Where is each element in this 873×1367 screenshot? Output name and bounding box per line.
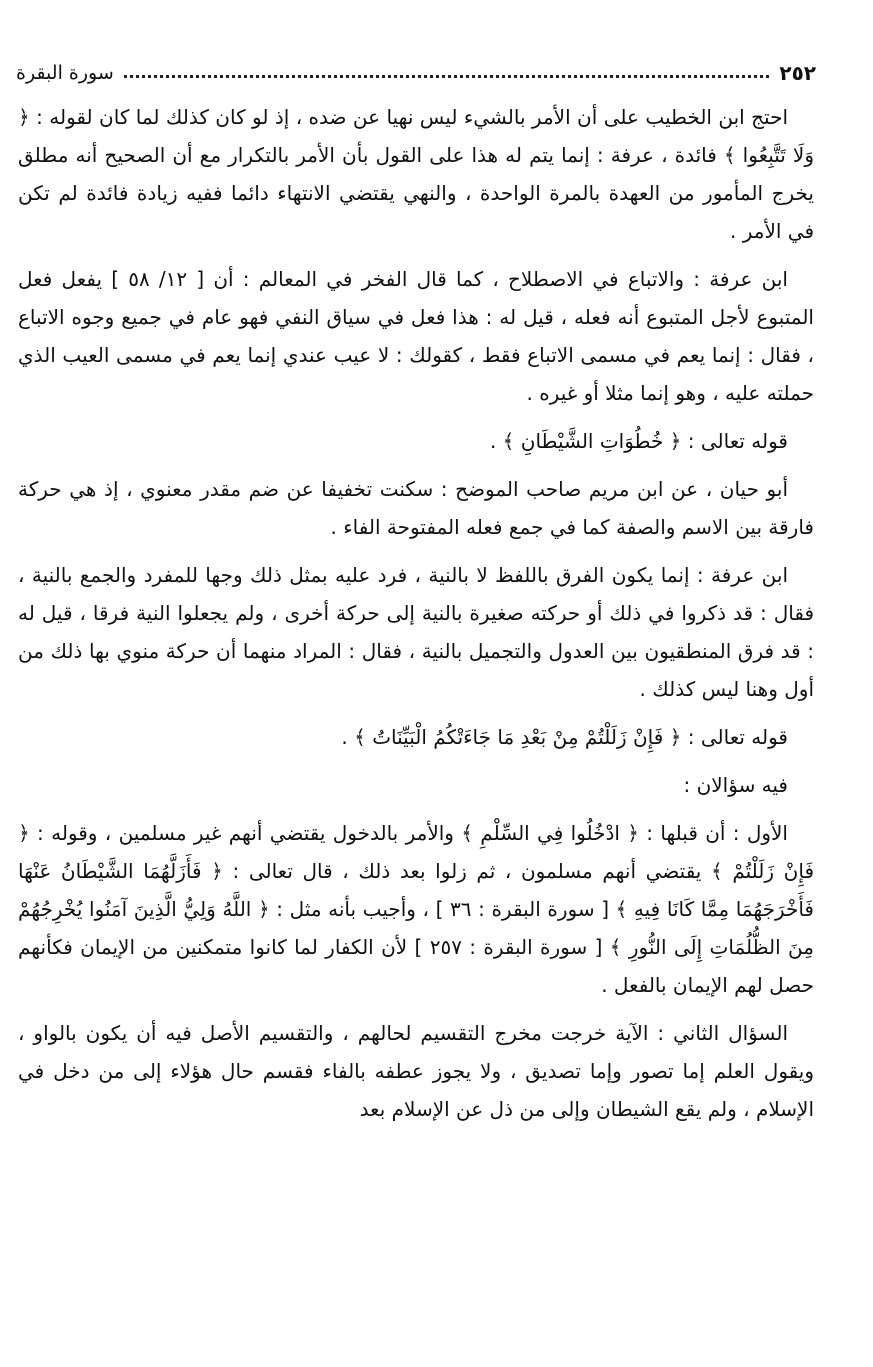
running-title: سورة البقرة	[16, 62, 114, 84]
paragraph-first-question: الأول : أن قبلها : ﴿ ادْخُلُوا فِي السِّلْمِ ﴾ والأمر بالدخول يقتضي أنهم غير مسلمين ، وقوله : ﴿ فَإِنْ زَلَلْتُمْ ﴾ يقتضي أنهم مسلمون ، ثم زلوا بعد ذلك ، قال تعالى : ﴿ فَأَزَلَّهُمَا الشَّيْطَانُ عَنْهَا فَأَخْرَجَهُمَا مِمَّا كَانَا فِيهِ ﴾ [ سورة البقرة : ٣٦ ] ، وأجيب بأنه مثل : ﴿ اللَّهُ وَلِيُّ الَّذِينَ آمَنُوا يُخْرِجُهُمْ مِنَ الظُّلُمَاتِ إِلَى النُّورِ ﴾ [ سورة البقرة : ٢٥٧ ] لأن الكفار لما كانوا متمكنين من الإيمان فكأنهم حصل لهم الإيمان بالفعل .	[18, 821, 814, 997]
verse-heading-2: قوله تعالى : ﴿ فَإِنْ زَلَلْتُمْ مِنْ بَعْدِ مَا جَاءَتْكُمُ الْبَيِّنَاتُ ﴾ .	[341, 725, 788, 749]
paragraph-1: احتج ابن الخطيب على أن الأمر بالشيء ليس نهيا عن ضده ، إذ لو كان كذلك لما كان لقوله : ﴿ وَلَا تَتَّبِعُوا ﴾ فائدة ، عرفة : إنما يتم له هذا على القول بأن الأمر بالتكرار مع أن الصحيح أنه مطلق يخرج المأمور من العهدة بالمرة الواحدة ، والنهي يقتضي الانتهاء دائما ففيه زيادة فائدة لم تكن في الأمر .	[18, 105, 814, 243]
paragraph-2: ابن عرفة : والاتباع في الاصطلاح ، كما قال الفخر في المعالم : أن [ ١٢/ ٥٨ ] يفعل فعل المتبوع لأجل المتبوع أنه فعله ، قيل له : هذا فعل في سياق النفي فهو عام في جميع وجوه الاتباع ، فقال : إنما يعم في مسمى الاتباع فقط ، كقولك : لا عيب عندي إنما يعم في مسمى العيب الذي حملته عليه ، وهو إنما مثلا أو غيره .	[18, 267, 814, 405]
dotted-leader	[124, 75, 770, 78]
page-header	[16, 58, 816, 88]
page-body	[18, 98, 814, 1138]
paragraph-3: أبو حيان ، عن ابن مريم صاحب الموضح : سكنت تخفيفا عن ضم مقدر معنوي ، إذ هي حركة فارقة بين الاسم والصفة كما في جمع فعله المفتوحة الفاء .	[18, 477, 814, 539]
verse-heading-1: قوله تعالى : ﴿ خُطُوَاتِ الشَّيْطَانِ ﴾ .	[489, 429, 788, 453]
paragraph-second-question: السؤال الثاني : الآية خرجت مخرج التقسيم لحالهم ، والتقسيم الأصل فيه أن يكون بالواو ، ويقول العلم إما تصور وإما تصديق ، ولا يجوز عطفه بالفاء فقسم حال هؤلاء إلى من دخل في الإسلام ، ولم يقع الشيطان وإلى من ذل عن الإسلام بعد	[18, 1021, 814, 1121]
questions-intro: فيه سؤالان :	[683, 773, 788, 797]
page-number: ٢٥٢	[779, 61, 816, 85]
paragraph-4: ابن عرفة : إنما يكون الفرق باللفظ لا بالنية ، فرد عليه بمثل ذلك وجها للمفرد والجمع بالنية ، فقال : قد ذكروا في ذلك أو حركته صغيرة بالنية إلى حركة أخرى ، ولم يجعلوا النية فرقا ، قيل له : قد فرق المنطقيون بين العدول والتجميل بالنية ، فقال : المراد منهما أن حركة منوي بها ذلك من أول وهنا ليس كذلك .	[18, 563, 814, 701]
